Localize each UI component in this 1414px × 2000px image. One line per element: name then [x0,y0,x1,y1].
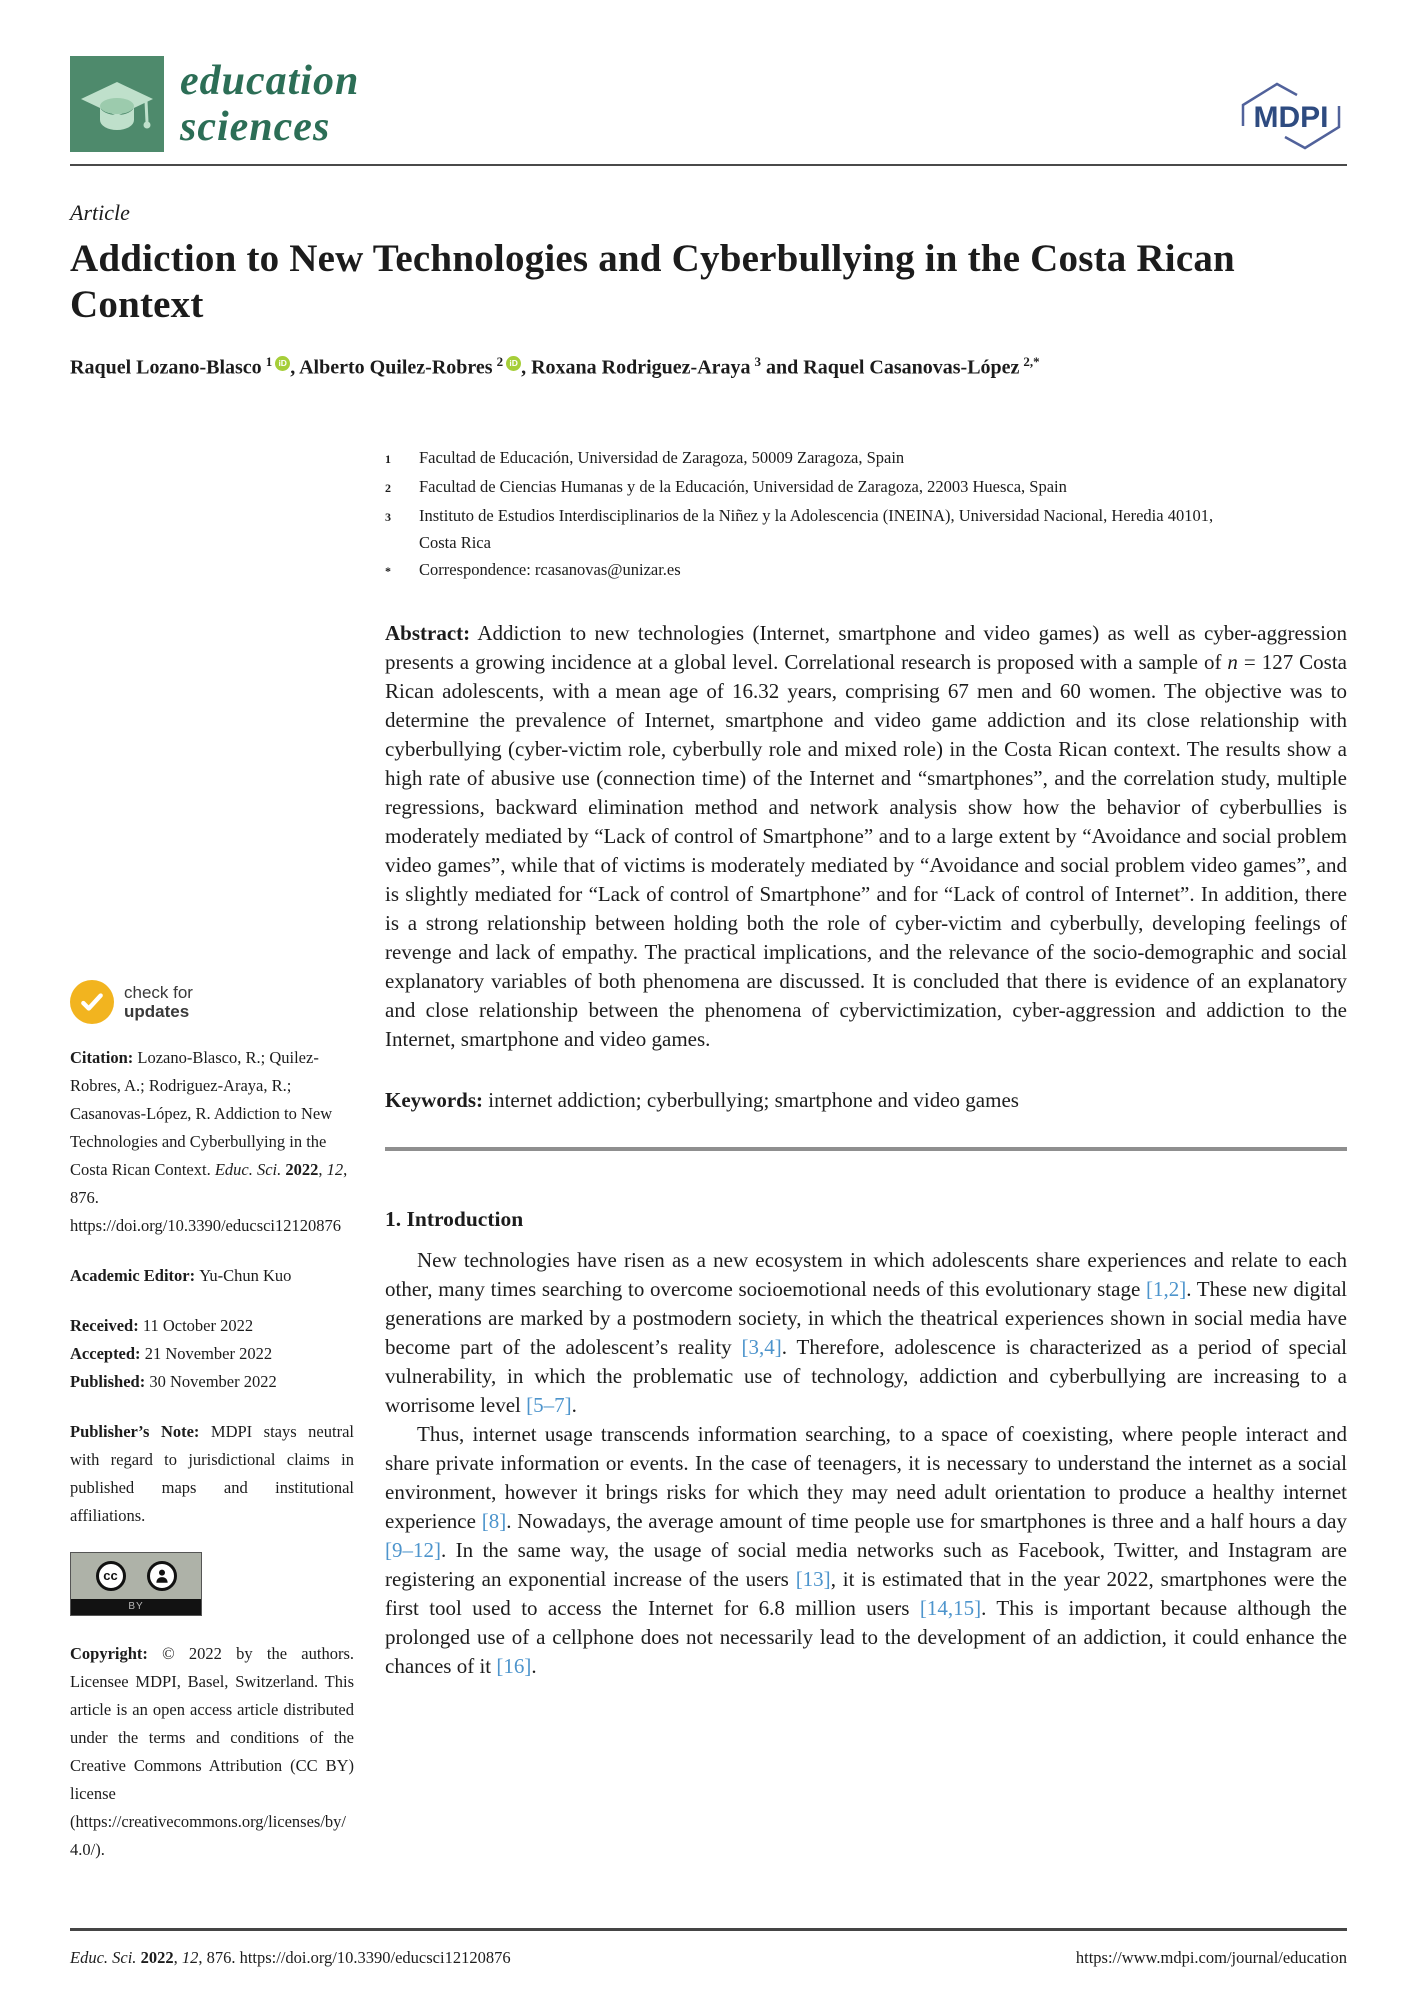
affiliation-text: Facultad de Ciencias Humanas y de la Educación, Universidad de Zaragoza, 22003 Huesca, Spain [419,477,1067,496]
text-segment: . In the same way, the usage of social media networks such as Facebook, Twitter, and Instagram are registering an exponential increase of the users [385,1538,1347,1591]
link-text[interactable]: https://creativecommons.org/licenses/by/4.0/ [70,1812,347,1859]
publisher-note-block [70,1418,354,1530]
citation-ref[interactable]: [9–12] [385,1538,441,1562]
person-icon [147,1561,177,1591]
publisher-note-label: Publisher’s Note: [70,1422,211,1441]
footer-citation [70,1948,511,1968]
text-segment: , 876. [198,1948,240,1967]
check-icon [70,980,114,1024]
abstract-label: Abstract: [385,621,471,645]
author-name: Raquel Lozano-Blasco [70,356,262,379]
text-segment: . These new digital generations are marked by a postmodern society, in which the theatrical experiences shown in social media have become part of the adolescent’s reality [385,1277,1347,1359]
text-segment: 12 [181,1948,199,1967]
author-name: Raquel Casanovas-López [803,356,1020,379]
citation-block [70,1044,354,1240]
check-updates-label: check for updates [124,983,193,1021]
check-for-updates-badge[interactable] [70,980,354,1024]
footer-journal-url[interactable]: https://www.mdpi.com/journal/education [1075,1948,1347,1967]
keywords-label: Keywords: [385,1088,483,1112]
orcid-icon[interactable]: iD [506,356,521,371]
article-type-label: Article [70,200,130,225]
text-segment: ). [95,1840,105,1859]
affiliation-row [385,556,1347,585]
journal-logo [70,56,359,152]
text-segment: © 2022 by the authors. Licensee MDPI, Basel, Switzerland. This article is an open access article distributed under the terms and conditions of the Creative Commons Attribution (CC BY) license ( [70,1644,354,1831]
intro-paragraph-2 [385,1420,1347,1681]
author-name: Alberto Quilez-Robres [299,356,493,379]
date-row [70,1368,354,1396]
cc-icon: cc [96,1561,126,1591]
academic-editor-label: Academic Editor: [70,1266,200,1285]
copyright-block [70,1640,354,1864]
citation-ref[interactable]: [3,4] [741,1335,782,1359]
academic-editor-name: Yu-Chun Kuo [199,1266,292,1285]
author-affiliation-sup: 1 [265,354,273,369]
text-segment: 2022 [140,1948,174,1967]
citation-ref[interactable]: [8] [481,1509,507,1533]
publisher-note-text: MDPI stays neutral with regard to jurisdictional claims in published maps and institutional affiliations. [70,1422,354,1525]
mdpi-logo[interactable] [1235,78,1347,154]
header-divider [70,164,1347,166]
author-affiliation-sup: 2,* [1023,354,1040,369]
citation-ref[interactable]: [13] [795,1567,831,1591]
date-row [70,1312,354,1340]
date-row [70,1340,354,1368]
copyright-text [70,1644,354,1859]
page-header [70,56,1347,154]
text-segment: , [318,1160,327,1179]
affiliation-row [385,502,1347,556]
link-text[interactable]: https://doi.org/10.3390/educsci12120876 [239,1948,511,1967]
text-segment: Educ. Sci. [70,1948,141,1967]
link-text[interactable]: https://doi.org/10.3390/educsci12120876 [70,1216,342,1235]
svg-text:MDPI: MDPI [1253,101,1329,134]
abstract-text [385,621,1347,1051]
date-label: Accepted: [70,1344,145,1363]
text-segment: 2022 [285,1160,319,1179]
affiliation-marker: 2 [385,481,391,495]
author-name: Roxana Rodriguez-Araya [531,356,751,379]
education-sciences-logo-icon [70,56,164,152]
affiliation-marker: 1 [385,452,391,466]
text-segment: . [571,1393,577,1417]
text-segment: 12 [326,1160,344,1179]
keywords-text: internet addiction; cyberbullying; smartphone and video games [483,1088,1019,1112]
date-value: 30 November 2022 [149,1372,277,1391]
text-segment: , it is estimated that in the year 2022, smartphones were the first tool used to access the Internet for 6.8 million users [385,1567,1347,1620]
affiliation-marker: 3 [385,510,391,524]
dates-block [70,1312,354,1396]
citation-ref[interactable]: [14,15] [919,1596,982,1620]
text-segment: Lozano-Blasco, R.; Quilez-Robres, A.; Rodriguez-Araya, R.; Casanovas-López, R. Addiction to New Technologies and Cyberbullying in the Costa Rican Context. [70,1048,333,1179]
date-value: 11 October 2022 [142,1316,254,1335]
author-affiliation-sup: 2 [496,354,504,369]
citation-label: Citation: [70,1048,138,1067]
intro-paragraph-1 [385,1246,1347,1420]
academic-editor-block [70,1262,354,1290]
footer-divider [70,1928,1347,1931]
text-segment: , [173,1948,182,1967]
left-sidebar [70,980,354,1886]
page-title: Addiction to New Technologies and Cyberbullying in the Costa Rican Context [70,237,1235,326]
intro-heading: 1. Introduction [385,1207,524,1231]
orcid-icon[interactable]: iD [275,356,290,371]
text-segment: Addiction to new technologies (Internet, smartphone and video games) as well as cyber-aggression presents a growing incidence at a global level. Correlational research is proposed with a sample of [385,621,1347,674]
affiliation-row [385,444,1347,473]
text-segment: . Nowadays, the average amount of time people use for smartphones is three and a half hours a day [506,1509,1348,1533]
abstract [385,619,1347,1054]
page-footer [70,1948,1347,1968]
cc-badge-icons [71,1553,201,1599]
affiliation-row [385,473,1347,502]
section-divider [385,1147,1347,1151]
citation-ref[interactable]: [1,2] [1145,1277,1187,1301]
text-segment: n [1227,650,1238,674]
text-segment: . Therefore, adolescence is characterized as a period of special vulnerability, in which the problematic use of technology, addiction and cyberbullying are increasing to a worrisome level [385,1335,1347,1417]
journal-name: education sciences [180,58,360,150]
date-label: Received: [70,1316,143,1335]
keywords [385,1086,1347,1115]
text-segment: , 876. [70,1160,348,1207]
affiliations-list [385,444,1347,585]
correspondence-link[interactable]: Correspondence: rcasanovas@unizar.es [419,560,681,579]
main-column [385,444,1347,1681]
copyright-label: Copyright: [70,1644,163,1663]
author-affiliation-sup: 3 [754,354,762,369]
cc-license-badge[interactable] [70,1552,202,1616]
article-meta [70,200,1347,380]
citation-ref[interactable]: [16] [496,1654,532,1678]
text-segment: = 127 Costa Rican adolescents, with a mean age of 16.32 years, comprising 67 men and 60 women. The objective was to determine the prevalence of Internet, smartphone and video game addiction and its close relationship with cyberbullying (cyber-victim role, cyberbully role and mixed role) in the Costa Rican context. The results show a high rate of abusive use (connection time) of the Internet and “smartphones”, and the correlation study, multiple regressions, backward elimination method and network analysis show how the behavior of cyberbullies is moderately mediated by “Lack of control of Smartphone” and to a large extent by “Avoidance and social problem video games”, while that of victims is moderately mediated by “Avoidance and social problem video games”, and is slightly mediated for “Lack of control of Smartphone” and for “Lack of control of Internet”. In addition, there is a strong relationship between holding both the role of cyber-victim and cyberbully, developing feelings of revenge and lack of empathy. The practical implications, and the relevance of the socio-demographic and social explanatory variables of both phenomena are discussed. It is concluded that there is evidence of an explanatory and close relationship between the phenomena of cybervictimization, cyber-aggression and addiction to the Internet, smartphone and video games. [385,650,1347,1051]
text-segment: New technologies have risen as a new ecosystem in which adolescents share experiences and relate to each other, many times searching to overcome socioemotional needs of this evolutionary stage [385,1248,1347,1301]
author-separator: , [290,356,300,379]
date-value: 21 November 2022 [144,1344,273,1363]
affiliation-marker: * [385,564,391,578]
citation-ref[interactable]: [5–7] [526,1393,572,1417]
citation-text [70,1048,347,1235]
authors-line [70,356,1347,380]
date-label: Published: [70,1372,150,1391]
author-separator: , [521,356,532,379]
cc-by-label: BY [71,1599,201,1615]
text-segment: Thus, internet usage transcends information searching, to a space of coexisting, where people interact and share private information or events. In the case of teenagers, it is necessary to understand the internet as a social environment, however it brings risks for which they may need adult orientation to produce a healthy internet experience [385,1422,1347,1533]
affiliation-text: Facultad de Educación, Universidad de Zaragoza, 50009 Zaragoza, Spain [419,448,905,467]
author-separator: and [761,356,804,379]
text-segment: Educ. Sci. [214,1160,286,1179]
text-segment: . This is important because although the prolonged use of a cellphone does not necessarily lead to the development of an addiction, it could enhance the chances of it [385,1596,1347,1678]
text-segment: . [531,1654,537,1678]
affiliation-text: Instituto de Estudios Interdisciplinarios de la Niñez y la Adolescencia (INEINA), Universidad Nacional, Heredia 40101, Costa Rica [419,506,1214,552]
